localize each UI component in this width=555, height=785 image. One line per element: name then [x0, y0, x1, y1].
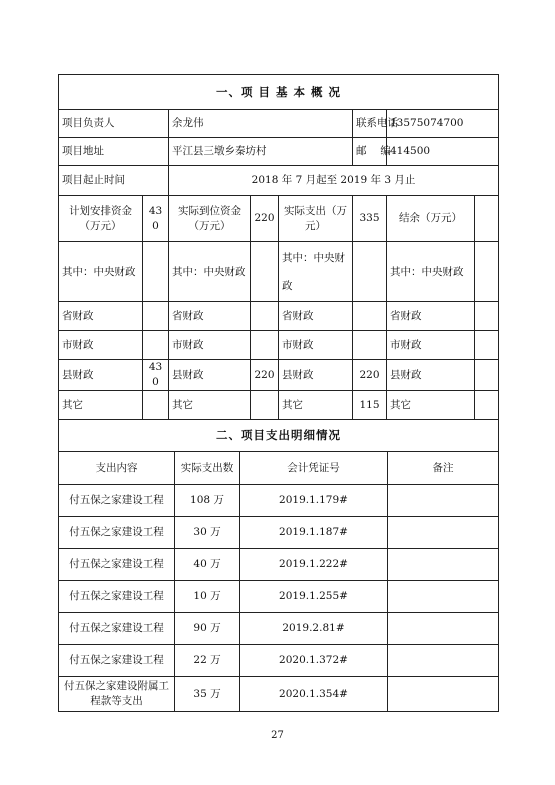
project-overview-table [58, 74, 499, 420]
fund-row-city-c4: 市财政 [387, 331, 475, 360]
fund-row-county-v2: 220 [251, 360, 279, 391]
fund-row-province-v4 [475, 302, 499, 331]
table-row [59, 485, 499, 517]
fund-row-central-v1 [143, 242, 169, 302]
row-voucher: 2020.1.372# [240, 645, 388, 677]
section2-title: 二、项目支出明细情况 [59, 420, 499, 452]
fund-row-county-v1: 430 [143, 360, 169, 391]
row-note [388, 581, 499, 613]
balance-value [475, 196, 499, 242]
fund-row-county-c3: 县财政 [279, 360, 353, 391]
fund-row-county-v4 [475, 360, 499, 391]
table-row [59, 645, 499, 677]
row-content: 付五保之家建设工程 [59, 645, 175, 677]
row-amount: 30 万 [175, 517, 240, 549]
col-header-voucher: 会计凭证号 [240, 452, 388, 485]
document-page [58, 74, 498, 712]
table-row [59, 677, 499, 712]
fund-row-other-c3: 其它 [279, 391, 353, 420]
fund-row-city-v3 [353, 331, 387, 360]
period-label: 项目起止时间 [59, 166, 169, 196]
fund-row-city-c3: 市财政 [279, 331, 353, 360]
planned-funds-label: 计划安排资金（万元） [59, 196, 143, 242]
phone-value: 13575074700 [387, 110, 499, 138]
fund-row-city-v1 [143, 331, 169, 360]
row-content: 付五保之家建设工程 [59, 485, 175, 517]
row-content: 付五保之家建设工程 [59, 549, 175, 581]
address-value: 平江县三墩乡秦坊村 [169, 138, 353, 166]
row-amount: 90 万 [175, 613, 240, 645]
fund-row-central-c1: 其中：中央财政 [59, 242, 143, 302]
row-note [388, 549, 499, 581]
section1-title: 一、项 目 基 本 概 况 [59, 75, 499, 110]
fund-row-county-v3: 220 [353, 360, 387, 391]
fund-row-other-c2: 其它 [169, 391, 251, 420]
fund-row-other-v3: 115 [353, 391, 387, 420]
postcode-label: 邮 编 [353, 138, 387, 166]
balance-label: 结余（万元） [387, 196, 475, 242]
row-content: 付五保之家建设工程 [59, 613, 175, 645]
spent-funds-value: 335 [353, 196, 387, 242]
planned-funds-value: 430 [143, 196, 169, 242]
address-label: 项目地址 [59, 138, 169, 166]
row-voucher: 2019.1.179# [240, 485, 388, 517]
fund-row-central-v4 [475, 242, 499, 302]
page-number: 27 [271, 730, 284, 741]
row-note [388, 645, 499, 677]
table-row [59, 581, 499, 613]
phone-label: 联系电话 [353, 110, 387, 138]
fund-row-province-c1: 省财政 [59, 302, 143, 331]
row-content: 付五保之家建设工程 [59, 581, 175, 613]
row-voucher: 2019.1.187# [240, 517, 388, 549]
row-note [388, 485, 499, 517]
fund-row-other-c4: 其它 [387, 391, 475, 420]
fund-row-city-c1: 市财政 [59, 331, 143, 360]
fund-row-province-c2: 省财政 [169, 302, 251, 331]
period-value: 2018 年 7 月起至 2019 年 3 月止 [169, 166, 499, 196]
fund-row-province-c3: 省财政 [279, 302, 353, 331]
fund-row-central-c2: 其中：中央财政 [169, 242, 251, 302]
row-note [388, 517, 499, 549]
col-header-content: 支出内容 [59, 452, 175, 485]
received-funds-label: 实际到位资金（万元） [169, 196, 251, 242]
row-content: 付五保之家建设工程 [59, 517, 175, 549]
postcode-value: 414500 [387, 138, 499, 166]
row-amount: 40 万 [175, 549, 240, 581]
row-amount: 10 万 [175, 581, 240, 613]
fund-row-city-v2 [251, 331, 279, 360]
fund-row-city-v4 [475, 331, 499, 360]
table-row [59, 549, 499, 581]
table-row [59, 613, 499, 645]
fund-row-city-c2: 市财政 [169, 331, 251, 360]
leader-label: 项目负责人 [59, 110, 169, 138]
fund-row-central-c4: 其中：中央财政 [387, 242, 475, 302]
fund-row-province-c4: 省财政 [387, 302, 475, 331]
fund-row-other-v1 [143, 391, 169, 420]
row-amount: 35 万 [175, 677, 240, 712]
fund-row-other-v4 [475, 391, 499, 420]
fund-row-central-v2 [251, 242, 279, 302]
row-note [388, 613, 499, 645]
row-voucher: 2019.1.255# [240, 581, 388, 613]
fund-row-province-v1 [143, 302, 169, 331]
fund-row-province-v3 [353, 302, 387, 331]
row-voucher: 2019.1.222# [240, 549, 388, 581]
fund-row-county-c2: 县财政 [169, 360, 251, 391]
fund-row-other-v2 [251, 391, 279, 420]
row-voucher: 2020.1.354# [240, 677, 388, 712]
fund-row-county-c1: 县财政 [59, 360, 143, 391]
fund-row-other-c1: 其它 [59, 391, 143, 420]
row-note [388, 677, 499, 712]
row-amount: 108 万 [175, 485, 240, 517]
received-funds-value: 220 [251, 196, 279, 242]
fund-row-province-v2 [251, 302, 279, 331]
fund-row-central-v3 [353, 242, 387, 302]
col-header-amount: 实际支出数 [175, 452, 240, 485]
fund-row-county-c4: 县财政 [387, 360, 475, 391]
row-content: 付五保之家建设附属工程款等支出 [59, 677, 175, 712]
fund-row-central-c3: 其中：中央财政 [279, 242, 353, 302]
col-header-note: 备注 [388, 452, 499, 485]
leader-value: 余龙伟 [169, 110, 353, 138]
expenditure-detail-table [58, 419, 499, 712]
spent-funds-label: 实际支出（万元） [279, 196, 353, 242]
table-row [59, 517, 499, 549]
row-amount: 22 万 [175, 645, 240, 677]
row-voucher: 2019.2.81# [240, 613, 388, 645]
